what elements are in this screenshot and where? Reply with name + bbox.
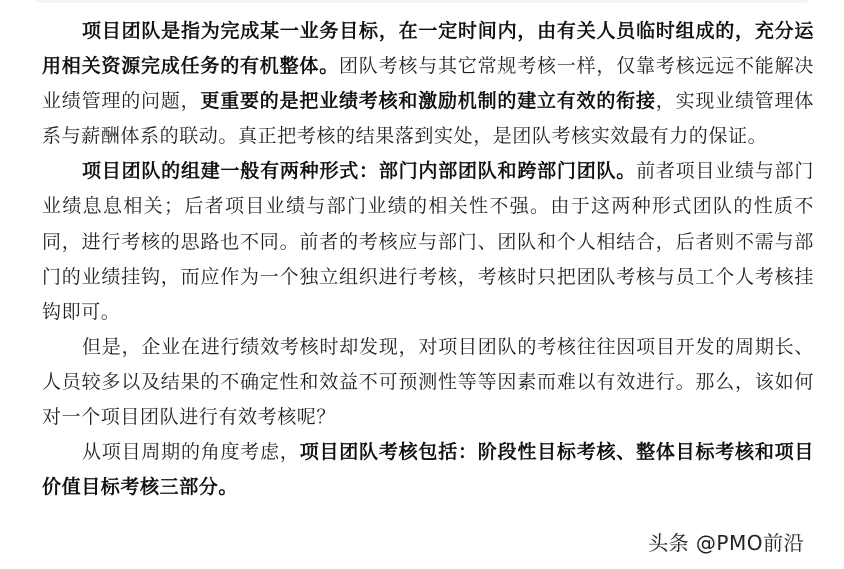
paragraph-problem bbox=[42, 330, 814, 435]
paragraph-team-forms bbox=[42, 154, 814, 329]
bold-assessment-parts: 项目团队考核包括：阶段性目标考核、整体目标考核和项目价值目标考核三部分。 bbox=[42, 441, 814, 499]
text-segment: ，实现业绩管理体系与薪酬体系的联动。真正把考核的结果落到实处，是团队考核实效最有力的保证。 bbox=[42, 90, 814, 148]
bold-key-point: 更重要的是把业绩考核和激励机制的建立有效的衔接 bbox=[200, 90, 656, 113]
text-segment: 从项目周期的角度考虑， bbox=[82, 441, 300, 464]
paragraph-assessment-parts bbox=[42, 435, 814, 505]
source-watermark: 头条 @PMO前沿 bbox=[648, 531, 804, 555]
article-body bbox=[42, 14, 814, 505]
bold-definition: 项目团队是指为完成某一业务目标，在一定时间内，由有关人员临时组成的，充分运用相关资源完成任务的有机整体。 bbox=[42, 20, 814, 78]
top-divider-bar bbox=[36, 0, 808, 3]
paragraph-team-definition bbox=[42, 14, 814, 154]
text-segment: 但是，企业在进行绩效考核时却发现，对项目团队的考核往往因项目开发的周期长、人员较多以及结果的不确定性和效益不可预测性等等因素而难以有效进行。那么，该如何对一个项目团队进行有效考核呢？ bbox=[42, 335, 814, 429]
bold-team-forms: 项目团队的组建一般有两种形式：部门内部团队和跨部门团队。 bbox=[82, 160, 637, 183]
text-segment: 团队考核与其它常规考核一样，仅靠考核远远不能解决业绩管理的问题， bbox=[42, 55, 814, 113]
text-segment: 前者项目业绩与部门业绩息息相关；后者项目业绩与部门业绩的相关性不强。由于这两种形式团队的性质不同，进行考核的思路也不同。前者的考核应与部门、团队和个人相结合，后者则不需与部门的业绩挂钩，而应作为一个独立组织进行考核，考核时只把团队考核与员工个人考核挂钩即可。 bbox=[42, 160, 814, 323]
